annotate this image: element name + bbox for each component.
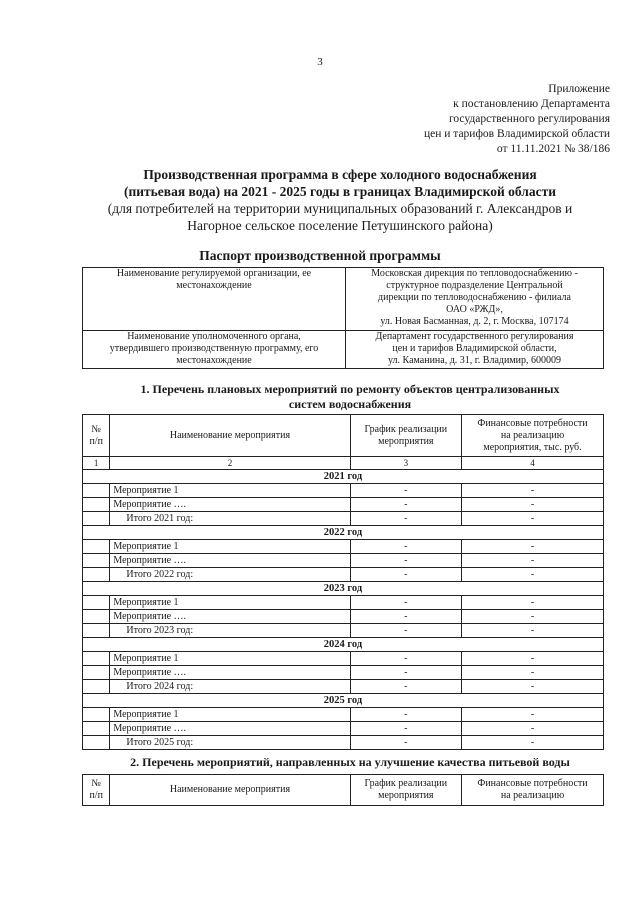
document-title bbox=[70, 166, 610, 234]
table-header-row bbox=[83, 415, 604, 457]
repair-measures-table bbox=[82, 414, 604, 750]
passport-table bbox=[82, 267, 604, 369]
header-finance: Финансовые потребности на реализацию bbox=[462, 775, 604, 806]
total-row: Итого 2024 год: - - bbox=[83, 680, 604, 694]
passport-row bbox=[83, 268, 604, 331]
year-row: 2021 год bbox=[83, 470, 604, 484]
section1-title: 1. Перечень плановых мероприятий по ремонту объектов централизованных систем водоснабжения bbox=[140, 382, 560, 411]
header-schedule: График реализации мероприятия bbox=[350, 415, 461, 457]
year-row: 2024 год bbox=[83, 638, 604, 652]
water-quality-table bbox=[82, 774, 604, 806]
appendix-note bbox=[380, 82, 610, 157]
table-row: Мероприятие 1 - - bbox=[83, 484, 604, 498]
header-num: № п/п bbox=[83, 775, 110, 806]
passport-row bbox=[83, 331, 604, 369]
table-row: Мероприятие 1 - - bbox=[83, 596, 604, 610]
appendix-line: Приложение bbox=[548, 83, 610, 95]
title-line: Производственная программа в сфере холодного водоснабжения bbox=[143, 167, 537, 182]
header-name: Наименование мероприятия bbox=[110, 775, 350, 806]
appendix-line: государственного регулирования bbox=[448, 113, 610, 125]
table-row: Мероприятие 1 - - bbox=[83, 708, 604, 722]
appendix-line: от 11.11.2021 № 38/186 bbox=[496, 143, 610, 155]
header-schedule: График реализации мероприятия bbox=[350, 775, 461, 806]
appendix-line: цен и тарифов Владимирской области bbox=[423, 128, 610, 140]
table-row: Мероприятие …. - - bbox=[83, 722, 604, 736]
subtitle-line: (для потребителей на территории муниципальных образований г. Александров и bbox=[107, 201, 573, 216]
table-row: Мероприятие …. - - bbox=[83, 610, 604, 624]
total-row: Итого 2022 год: - - bbox=[83, 568, 604, 582]
title-line: (питьевая вода) на 2021 - 2025 годы в границах Владимирской области bbox=[123, 184, 557, 199]
header-name: Наименование мероприятия bbox=[110, 415, 350, 457]
total-row: Итого 2021 год: - - bbox=[83, 512, 604, 526]
header-finance: Финансовые потребности на реализацию мероприятия, тыс. руб. bbox=[462, 415, 604, 457]
passport-label: Наименование уполномоченного органа, утвердившего производственную программу, его местонахождение bbox=[83, 331, 346, 369]
section2-title: 2. Перечень мероприятий, направленных на улучшение качества питьевой воды bbox=[130, 755, 570, 769]
passport-label: Наименование регулируемой организации, ее местонахождение bbox=[83, 268, 346, 331]
column-number-row: 1 2 3 4 bbox=[83, 457, 604, 470]
passport-value: Департамент государственного регулирования цен и тарифов Владимирской области, ул. Каманина, д. 31, г. Владимир, 600009 bbox=[346, 331, 604, 369]
header-num: № п/п bbox=[83, 415, 110, 457]
subtitle-line: Нагорное сельское поселение Петушинского района) bbox=[187, 218, 493, 233]
year-row: 2025 год bbox=[83, 694, 604, 708]
appendix-line: к постановлению Департамента bbox=[453, 98, 610, 110]
table-row: Мероприятие 1 - - bbox=[83, 652, 604, 666]
table-row: Мероприятие …. - - bbox=[83, 666, 604, 680]
year-row: 2022 год bbox=[83, 526, 604, 540]
table-header-row bbox=[83, 775, 604, 806]
table-row: Мероприятие …. - - bbox=[83, 498, 604, 512]
passport-title: Паспорт производственной программы bbox=[199, 248, 441, 263]
total-row: Итого 2023 год: - - bbox=[83, 624, 604, 638]
table-row: Мероприятие 1 - - bbox=[83, 540, 604, 554]
passport-value: Московская дирекция по тепловодоснабжению - структурное подразделение Центральной дирекции по тепловодоснабжению - филиала ОАО «РЖД», ул. Новая Басманная, д. 2, г. Москва, 107174 bbox=[346, 268, 604, 331]
year-row: 2023 год bbox=[83, 582, 604, 596]
page-number: 3 bbox=[317, 56, 323, 68]
total-row: Итого 2025 год: - - bbox=[83, 736, 604, 750]
table-row: Мероприятие …. - - bbox=[83, 554, 604, 568]
